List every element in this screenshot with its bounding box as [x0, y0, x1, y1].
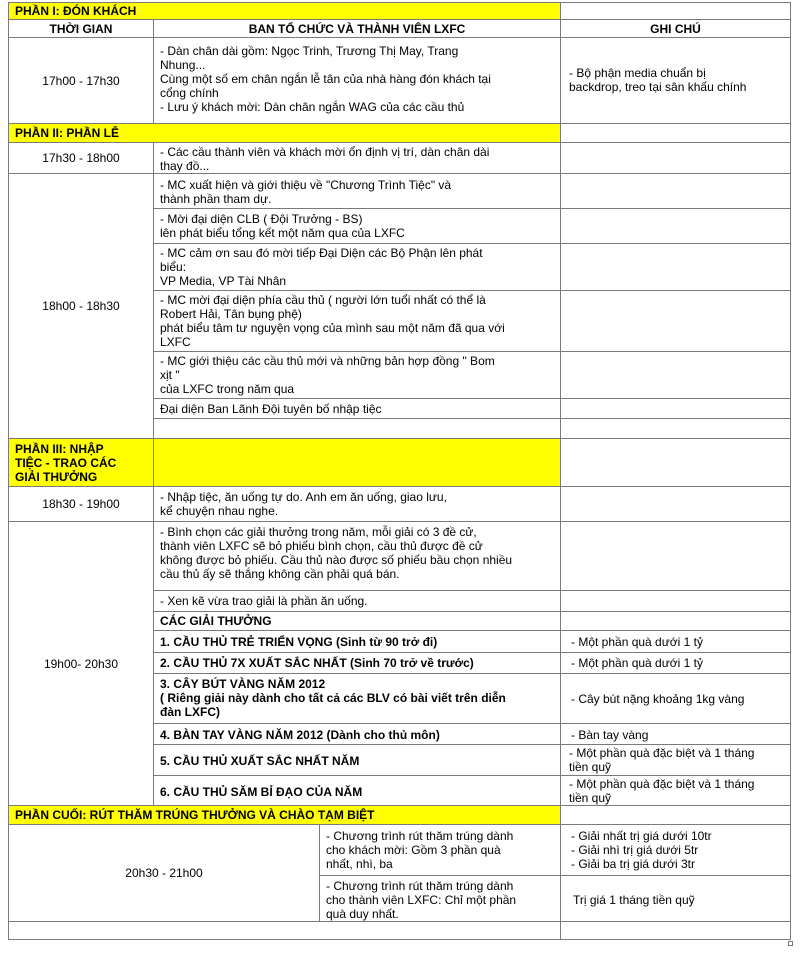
text-line: cổng chính [160, 86, 219, 100]
text-line: quà duy nhất. [326, 907, 399, 921]
note-cell [560, 208, 791, 244]
text-line: cầu thủ ấy sẽ thắng không cần phải quá bán. [160, 567, 400, 581]
org-cell [319, 875, 561, 922]
award-2: 2. CẦU THỦ 7X XUẤT SẮC NHẤT (Sinh 70 trở về trước) [160, 656, 474, 670]
section-4-title-cell [8, 805, 561, 825]
note-cell [560, 521, 791, 591]
text-line: - Dàn chân dài gồm: Ngọc Trinh, Trương Thị May, Trang [160, 44, 459, 58]
note-cell [560, 875, 791, 922]
empty-cell [560, 418, 791, 439]
time-cell: 17h30 - 18h00 [8, 142, 154, 174]
org-cell [319, 824, 561, 876]
text-line: không được bỏ phiếu. Cầu thủ nào được số phiếu bầu chọn nhiều [160, 553, 513, 567]
time-cell: 18h00 - 18h30 [8, 173, 154, 439]
award-cell [153, 723, 561, 745]
text-line: - MC mời đại diện phía cầu thủ ( người lớn tuổi nhất có thể là [160, 293, 486, 307]
text-line: cho khách mời: Gồm 3 phần quà [326, 843, 501, 857]
time-cell: 18h30 - 19h00 [8, 486, 154, 522]
section-1-title-note [560, 2, 791, 20]
prize-4: - Bàn tay vàng [571, 728, 649, 742]
prize-6: tiền quỹ [569, 791, 612, 805]
note-cell [560, 630, 791, 653]
prize-5: tiền quỹ [569, 760, 612, 774]
text-line: Robert Hải, Tân bụng phệ) [160, 307, 302, 321]
text-line: thành phần tham dự. [160, 192, 272, 206]
text-line: phát biểu tâm tư nguyện vọng của mình sau một năm đã qua với [160, 321, 505, 335]
text-line: - Chương trình rút thăm trúng dành [326, 879, 514, 893]
text-line: Cùng một số em chân ngắn lễ tân của nhà hàng đón khách tại [160, 72, 491, 86]
award-5: 5. CẦU THỦ XUẤT SẮC NHẤT NĂM [160, 754, 360, 768]
note-cell [560, 398, 791, 419]
prize-member: Trị giá 1 tháng tiền quỹ [573, 893, 695, 907]
award-4: 4. BÀN TAY VÀNG NĂM 2012 (Dành cho thủ môn) [160, 728, 440, 742]
text-line: Nhung... [160, 58, 206, 72]
note-cell [560, 243, 791, 291]
text-line: - Chương trình rút thăm trúng dành [326, 829, 514, 843]
text-line: của LXFC trong năm qua [160, 382, 295, 396]
section-2-title: PHẦN II: PHẦN LỄ [15, 126, 120, 140]
prize-first: - Giải nhất trị giá dưới 10tr [571, 829, 712, 843]
section-3-title-note [560, 438, 791, 487]
section-2-title-cell [8, 123, 561, 143]
note-cell [560, 142, 791, 174]
prize-2: - Một phần quà dưới 1 tỷ [571, 656, 703, 670]
award-cell [153, 673, 561, 724]
text-line: - Các cầu thành viên và khách mời ổn định vị trí, dàn chân dài [160, 145, 490, 159]
award-3-detail: đàn LXFC) [160, 705, 220, 719]
text-line: - Mời đại diện CLB ( Đội Trưởng - BS) [160, 212, 363, 226]
prize-3: - Cây bút nặng khoảng 1kg vàng [571, 692, 745, 706]
org-cell [153, 486, 561, 522]
header-time: THỜI GIAN [8, 19, 154, 38]
text-line: thành viên LXFC sẽ bỏ phiếu bình chọn, cầu thủ được đề cử [160, 539, 483, 553]
time-cell: 19h00- 20h30 [8, 521, 154, 806]
org-cell [153, 243, 561, 291]
award-3: 3. CÂY BÚT VÀNG NĂM 2012 [160, 677, 326, 691]
prize-6: - Một phần quà đặc biệt và 1 tháng [569, 777, 755, 791]
text-line: - Bình chọn các giải thưởng trong năm, mỗi giải có 3 đề cử, [160, 525, 477, 539]
section-1-title-cell [8, 2, 561, 20]
empty-cell [8, 921, 561, 940]
org-cell [153, 37, 561, 124]
note-cell [560, 723, 791, 745]
table-resize-handle[interactable] [788, 941, 793, 946]
text-line: - Lưu ý khách mời: Dàn chân ngắn WAG của các cầu thủ [160, 100, 465, 114]
note-cell [560, 290, 791, 352]
section-4-title-note [560, 805, 791, 825]
org-cell [153, 142, 561, 174]
note-cell [560, 673, 791, 724]
text-line: - Nhập tiệc, ăn uống tự do. Anh em ăn uống, giao lưu, [160, 490, 447, 504]
note-cell [560, 37, 791, 124]
note-cell [560, 351, 791, 399]
time-cell: 17h00 - 17h30 [8, 37, 154, 124]
header-org: BAN TỔ CHỨC VÀ THÀNH VIÊN LXFC [153, 19, 561, 38]
header-note: GHI CHÚ [560, 19, 791, 38]
section-3-title: TIỆC - TRAO CÁC [15, 456, 117, 470]
prize-second: - Giải nhì trị giá dưới 5tr [571, 843, 699, 857]
note-cell [560, 590, 791, 612]
note-cell [560, 744, 791, 776]
text-line: biểu: [160, 260, 187, 274]
empty-cell [560, 921, 791, 940]
org-cell [153, 351, 561, 399]
award-1: 1. CẦU THỦ TRẺ TRIỂN VỌNG (Sinh từ 90 trở đi) [160, 635, 438, 649]
awards-header-cell [153, 611, 561, 631]
org-cell [153, 208, 561, 244]
note-cell [560, 173, 791, 209]
text-line: - MC giới thiệu các cầu thủ mới và những bản hợp đồng " Bom [160, 354, 495, 368]
text-line: thay đồ... [160, 159, 210, 173]
award-cell [153, 652, 561, 674]
note-cell [560, 775, 791, 806]
text-line: kể chuyện nhau nghe. [160, 504, 279, 518]
text-line: - Xen kẽ vừa trao giải là phần ăn uống. [160, 594, 368, 608]
org-cell [153, 173, 561, 209]
text-line: nhất, nhì, ba [326, 857, 393, 871]
awards-header: CÁC GIẢI THƯỞNG [160, 614, 272, 628]
text-line: backdrop, treo tại sân khấu chính [569, 80, 747, 94]
award-3-detail: ( Riêng giải này dành cho tất cả các BLV có bài viết trên diễn [160, 691, 506, 705]
note-cell [560, 486, 791, 522]
note-cell [560, 824, 791, 876]
section-2-title-note [560, 123, 791, 143]
section-3-title-fill [153, 438, 561, 487]
empty-cell [153, 418, 561, 439]
text-line: xịt " [160, 368, 180, 382]
section-4-title: PHẦN CUỐI: RÚT THĂM TRÚNG THƯỞNG VÀ CHÀO TẠM BIỆT [15, 808, 375, 822]
text-line: lên phát biểu tổng kết một năm qua của LXFC [160, 226, 405, 240]
section-3-title-cell [8, 438, 154, 487]
org-cell [153, 590, 561, 612]
prize-third: - Giải ba trị giá dưới 3tr [571, 857, 695, 871]
text-line: - MC xuất hiện và giới thiệu về "Chương Trình Tiệc" và [160, 178, 452, 192]
award-cell [153, 744, 561, 776]
org-cell [153, 521, 561, 591]
award-cell [153, 775, 561, 806]
text-line: - MC cảm ơn sau đó mời tiếp Đại Diện các Bộ Phận lên phát [160, 246, 483, 260]
section-3-title: PHẦN III: NHẬP [15, 442, 104, 456]
text-line: cho thành viên LXFC: Chỉ một phần [326, 893, 517, 907]
time-cell: 20h30 - 21h00 [8, 824, 320, 922]
award-cell [153, 630, 561, 653]
org-cell [153, 290, 561, 352]
text-line: - Bộ phận media chuẩn bị [569, 66, 706, 80]
prize-1: - Một phần quà dưới 1 tỷ [571, 635, 703, 649]
award-6: 6. CẦU THỦ SĂM BỈ ĐẠO CỦA NĂM [160, 785, 363, 799]
section-3-title: GIẢI THƯỞNG [15, 470, 98, 484]
prize-5: - Một phần quà đặc biệt và 1 tháng [569, 746, 755, 760]
text-line: Đại diện Ban Lãnh Đội tuyên bố nhập tiệc [160, 402, 382, 416]
text-line: VP Media, VP Tài Nhân [160, 274, 287, 288]
note-cell [560, 652, 791, 674]
org-cell [153, 398, 561, 419]
text-line: LXFC [160, 335, 191, 349]
note-cell [560, 611, 791, 631]
program-table [8, 2, 791, 940]
section-1-title: PHẦN I: ĐÓN KHÁCH [15, 4, 137, 18]
